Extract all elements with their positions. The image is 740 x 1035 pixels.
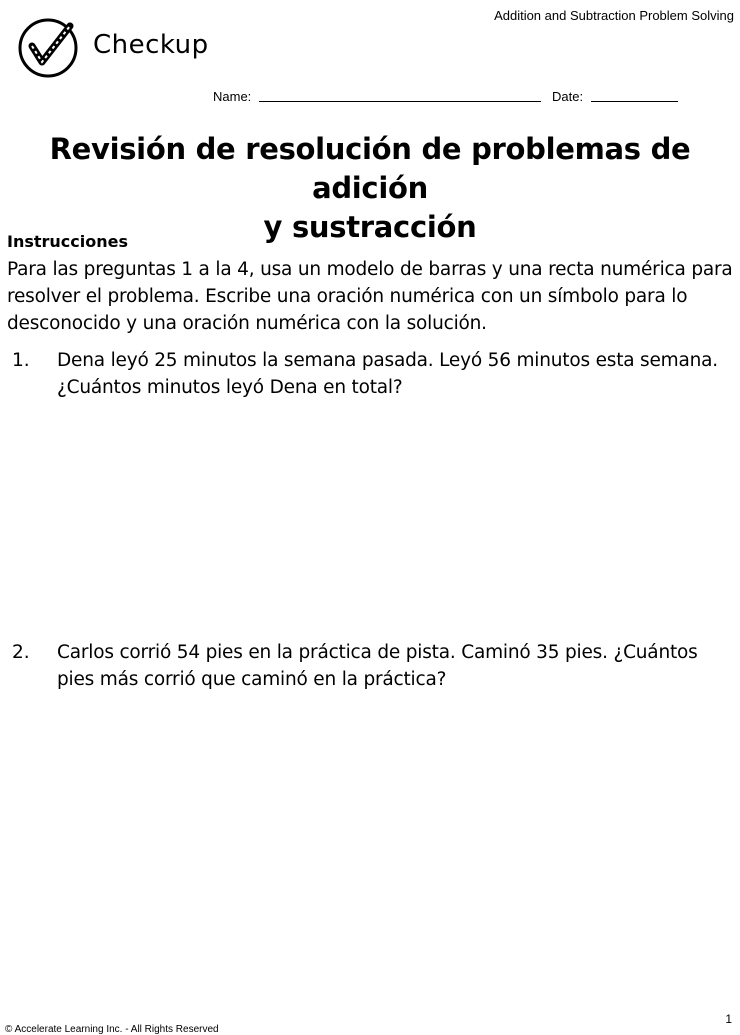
date-field[interactable] [591,101,678,102]
date-label: Date: [552,89,584,104]
page-title [0,130,740,247]
question-1-number: 1. [12,350,30,371]
title-line-2: y sustracción [263,210,477,244]
logo-text: Checkup [93,30,209,60]
name-field[interactable] [259,101,541,102]
question-2-text: Carlos corrió 54 pies en la práctica de pista. Caminó 35 pies. ¿Cuántos pies más corrió que caminó en la práctica? [57,642,698,690]
instructions-body: Para las preguntas 1 a la 4, usa un modelo de barras y una recta numérica para resolver el problema. Escribe una oración numérica con un símbolo para lo desconocido y una oración numérica con la solución. [7,259,733,334]
copyright-footer: © Accelerate Learning Inc. - All Rights Reserved [5,1024,219,1035]
document-subject: Addition and Subtraction Problem Solving [494,8,734,23]
checkup-logo [18,16,82,80]
title-line-1: Revisión de resolución de problemas de adición [49,132,691,205]
instructions-heading: Instrucciones [7,232,129,251]
name-label: Name: [213,89,252,104]
question-1-text: Dena leyó 25 minutos la semana pasada. Leyó 56 minutos esta semana. ¿Cuántos minutos leyó Dena en total? [57,350,718,398]
question-2-number: 2. [12,642,30,663]
page-number: 1 [725,1012,732,1026]
checkmark-circle-icon [18,16,82,80]
